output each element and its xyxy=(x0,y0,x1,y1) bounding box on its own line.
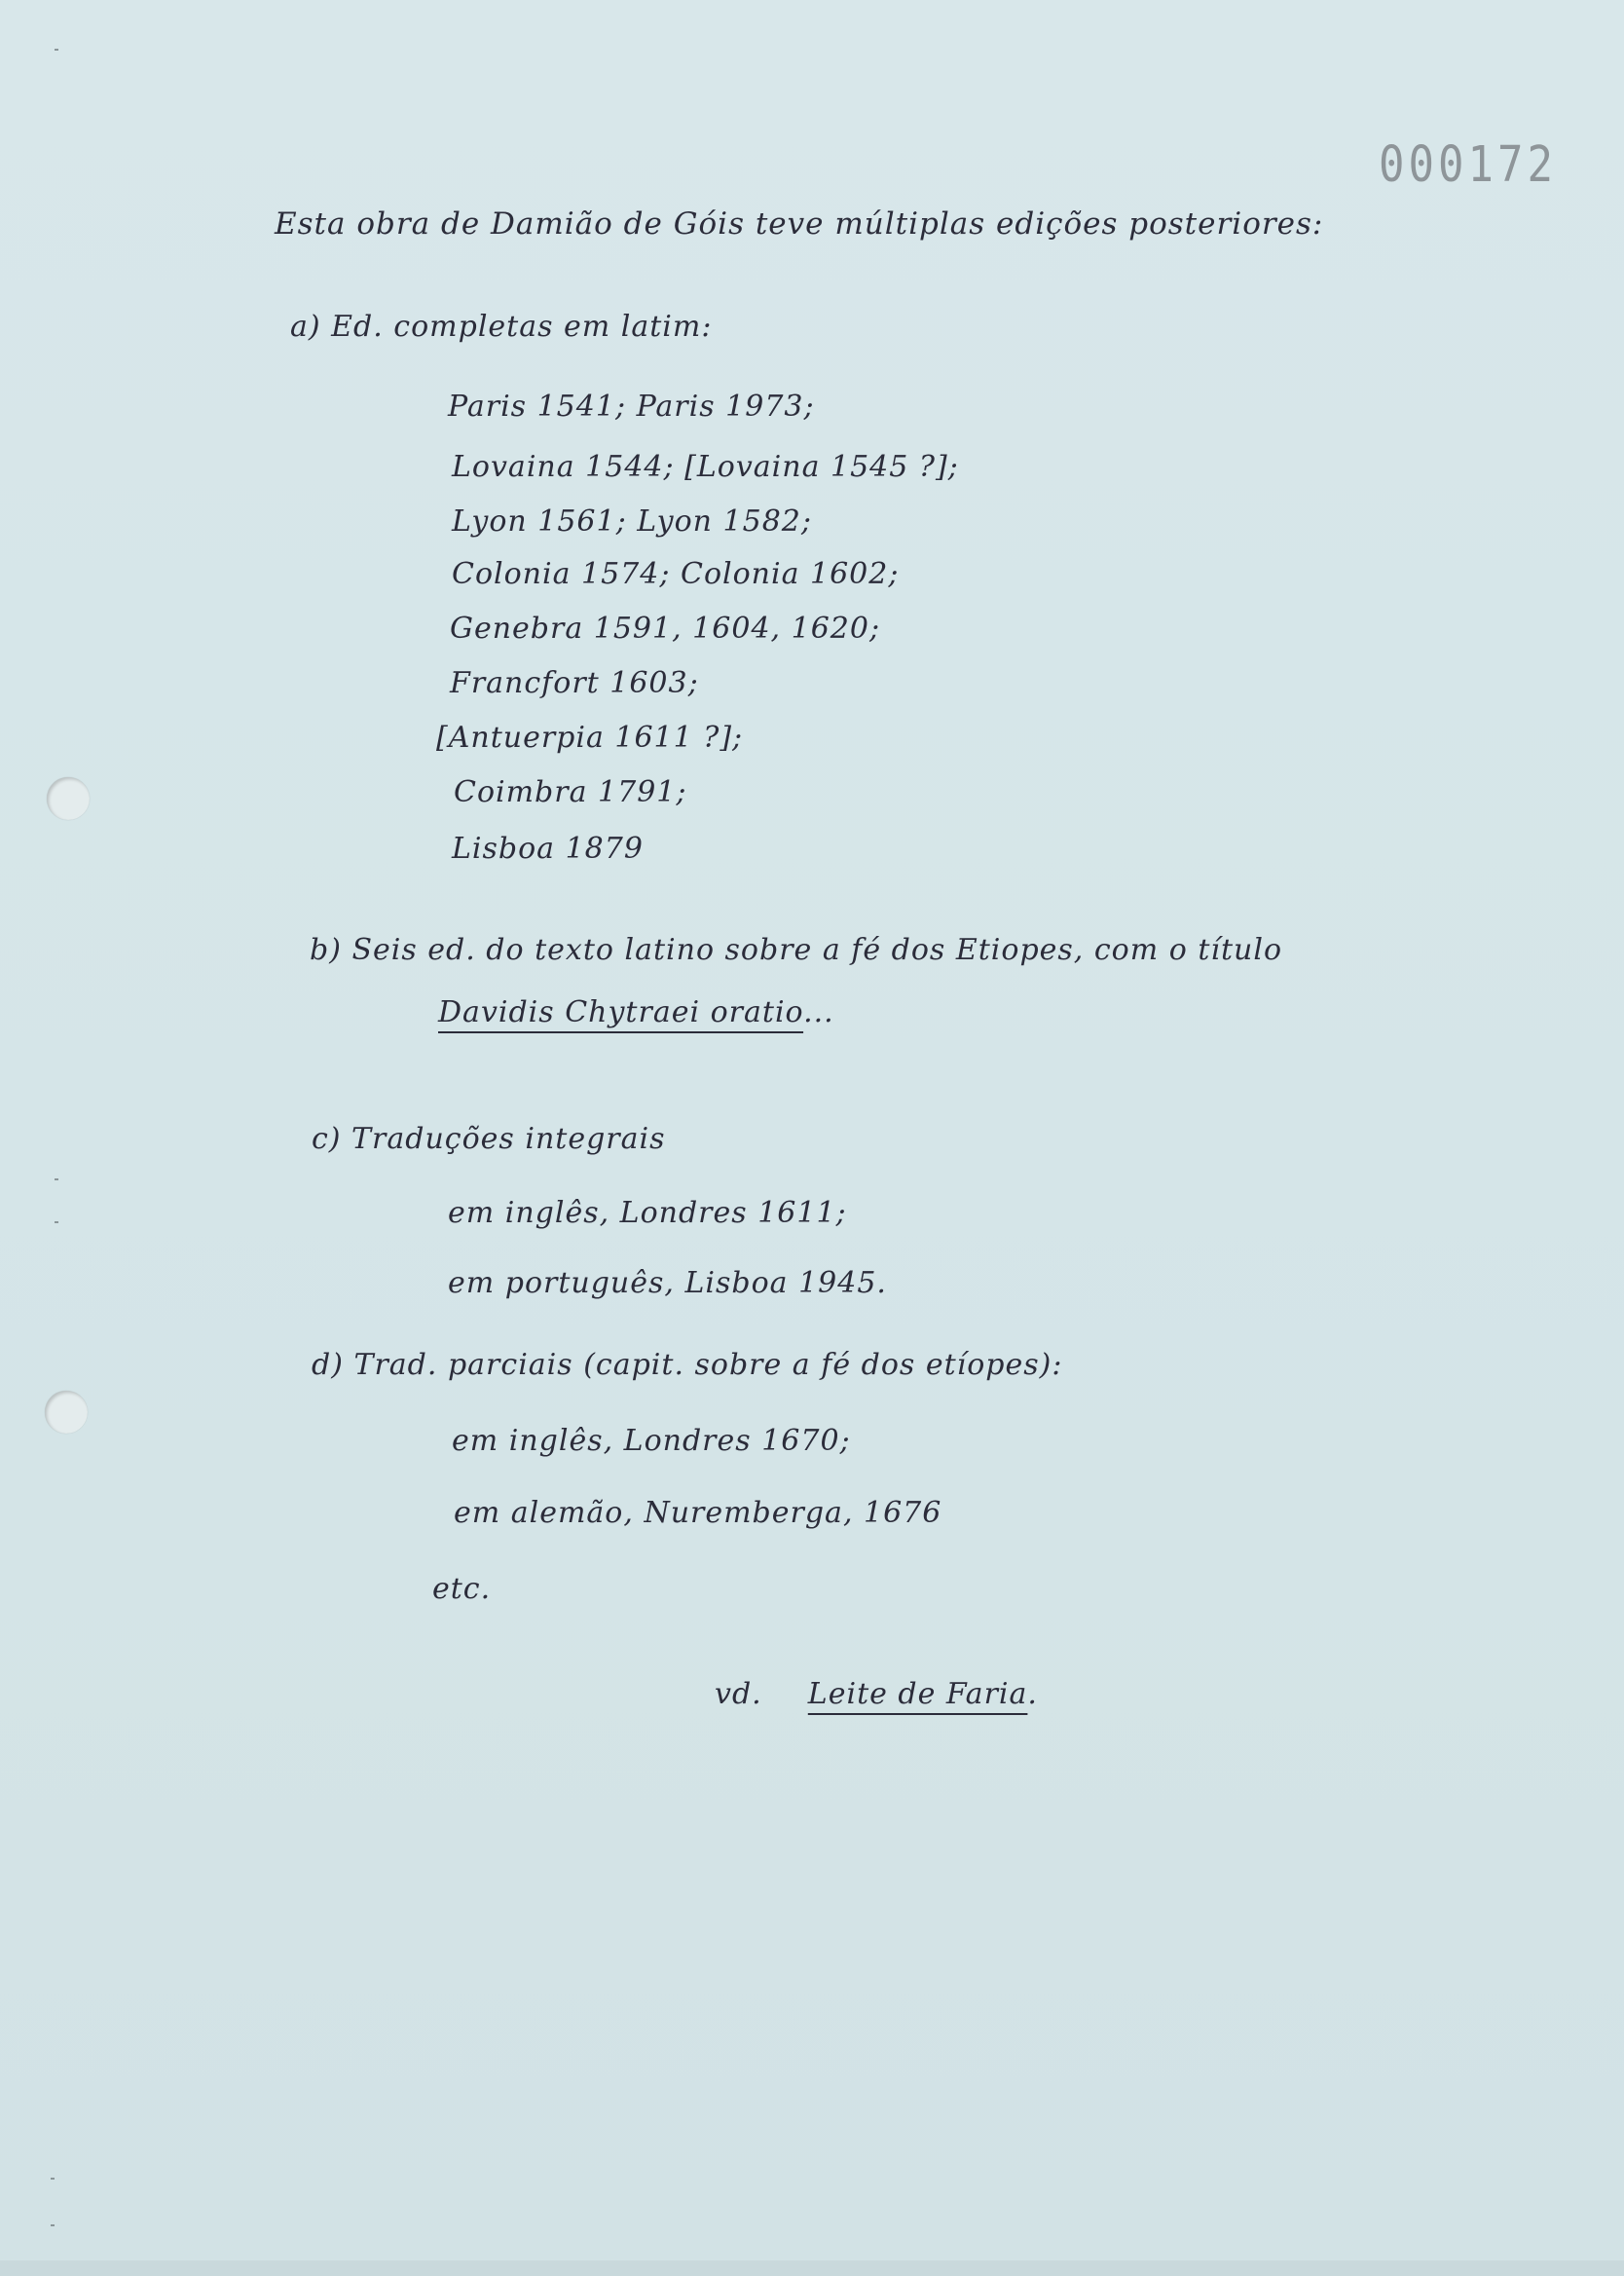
punch-hole-top xyxy=(47,777,90,820)
section-b-title-line xyxy=(438,995,834,1029)
section-a-entry: Genebra 1591, 1604, 1620; xyxy=(450,612,881,646)
reference-suffix: . xyxy=(1027,1677,1038,1711)
section-d-entry: em inglês, Londres 1670; xyxy=(452,1424,851,1458)
section-b-heading: b) Seis ed. do texto latino sobre a fé dos Etiopes, com o título xyxy=(310,933,1283,967)
section-b-title-suffix: ... xyxy=(803,995,834,1029)
edge-mark xyxy=(55,1178,58,1180)
edge-mark xyxy=(51,2224,55,2226)
reference-line xyxy=(715,1677,1038,1711)
reference-author: Leite de Faria xyxy=(807,1677,1028,1711)
section-a-entry: Coimbra 1791; xyxy=(454,775,687,809)
section-c-entry: em português, Lisboa 1945. xyxy=(448,1266,887,1300)
edge-mark xyxy=(55,1221,58,1223)
section-a-heading: a) Ed. completas em latim: xyxy=(290,310,713,344)
edge-mark xyxy=(55,49,58,51)
section-a-entry: Colonia 1574; Colonia 1602; xyxy=(452,557,900,591)
section-d-heading: d) Trad. parciais (capit. sobre a fé dos etíopes): xyxy=(312,1348,1063,1382)
section-c-entry: em inglês, Londres 1611; xyxy=(448,1196,847,1230)
edge-mark xyxy=(51,2178,55,2180)
section-a-entry: Lyon 1561; Lyon 1582; xyxy=(452,504,812,539)
punch-hole-bottom xyxy=(45,1391,88,1434)
section-d-etc: etc. xyxy=(432,1572,492,1606)
section-b-title: Davidis Chytraei oratio xyxy=(438,995,804,1029)
section-a-entry: Lisboa 1879 xyxy=(452,832,644,866)
section-a-entry: [Antuerpia 1611 ?]; xyxy=(436,721,744,755)
archive-stamp-number: 000172 xyxy=(1379,136,1557,194)
scan-bottom-edge xyxy=(0,2260,1624,2276)
section-a-entry: Lovaina 1544; [Lovaina 1545 ?]; xyxy=(452,450,959,484)
section-d-entry: em alemão, Nuremberga, 1676 xyxy=(454,1496,942,1530)
section-a-entry: Paris 1541; Paris 1973; xyxy=(448,390,815,424)
reference-prefix: vd. xyxy=(715,1677,762,1711)
intro-text: Esta obra de Damião de Góis teve múltiplas edições posteriores: xyxy=(275,206,1324,242)
section-c-heading: c) Traduções integrais xyxy=(312,1122,666,1156)
section-a-entry: Francfort 1603; xyxy=(450,666,699,700)
